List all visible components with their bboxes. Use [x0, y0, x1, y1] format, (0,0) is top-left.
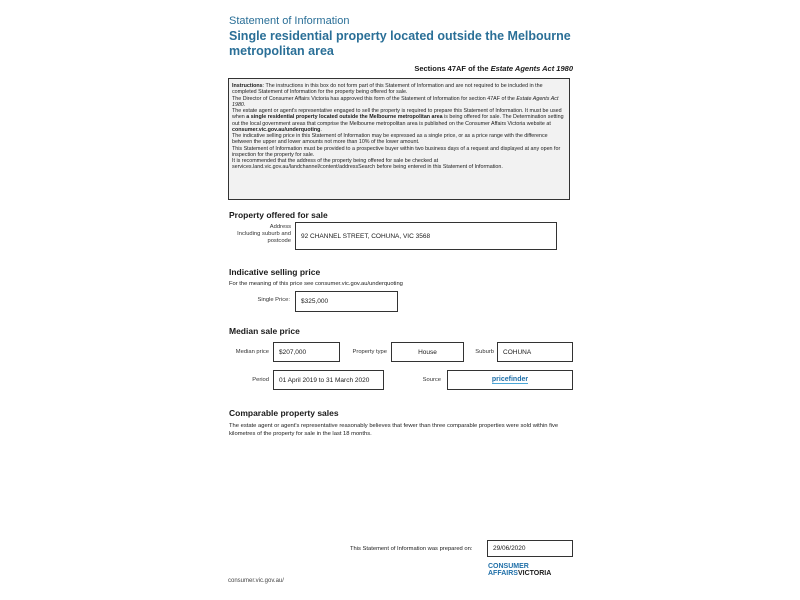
- address-label-group: [228, 224, 291, 245]
- logo-line-1: CONSUMER: [488, 563, 529, 570]
- single-price-field[interactable]: $325,000: [295, 291, 398, 312]
- instructions-p2: The Director of Consumer Affairs Victoria has approved this form of the Statement of Information for section 47AF of the Estate Agents Act 1980.: [232, 95, 559, 108]
- comparable-text: The estate agent or agent's representative reasonably believes that fewer than three comparable properties were sold within five kilometres of the property for sale in the last 18 months.: [229, 423, 559, 437]
- address-label: Address: [269, 224, 291, 230]
- instructions-box: [228, 78, 570, 200]
- footer-url[interactable]: consumer.vic.gov.au/: [228, 578, 284, 584]
- property-type-label: Property type: [352, 349, 387, 355]
- instructions-p6: It is recommended that the address of the property being offered for sale be checked at services.land.vic.gov.au/landchannel/content/addressSearch before being entered in this Statement of Information.: [232, 158, 503, 171]
- period-field[interactable]: 01 April 2019 to 31 March 2020: [273, 370, 384, 390]
- logo-line-2: AFFAIRSVICTORIA: [488, 570, 552, 577]
- median-price-label: Median price: [235, 349, 269, 355]
- property-heading: Property offered for sale: [229, 210, 328, 220]
- consumer-affairs-victoria-logo: [488, 563, 580, 581]
- sections-reference: Sections 47AF of the Estate Agents Act 1980: [414, 64, 573, 73]
- pricefinder-logo: pricefinder: [491, 376, 529, 383]
- prepared-label: This Statement of Information was prepared on:: [350, 546, 473, 552]
- median-heading: Median sale price: [229, 326, 300, 336]
- suburb-field[interactable]: COHUNA: [497, 342, 573, 362]
- prepared-date-field[interactable]: 29/06/2020: [487, 540, 573, 557]
- source-label: Source: [422, 377, 441, 383]
- address-sublabel: Including suburb and postcode: [237, 231, 291, 244]
- indicative-heading: Indicative selling price: [229, 267, 321, 277]
- median-price-field[interactable]: $207,000: [273, 342, 340, 362]
- suburb-label: Suburb: [475, 349, 494, 355]
- document-page: [200, 0, 600, 600]
- period-label: Period: [252, 377, 269, 383]
- single-price-label: Single Price:: [257, 297, 290, 303]
- instructions-p3: The estate agent or agent's representative engaged to sell the property is required to prepare this Statement of Information. It must be used when a single residential property located outside the Melbourne metropolitan area is being offered for sale. The Determination setting out the local government areas that comprise the Melbourne metropolitan area is published on the Consumer Affairs Victoria website at consumer.vic.gov.au/underquoting.: [232, 108, 564, 133]
- instructions-p4: The indicative selling price in this Statement of Information may be expressed as a single price, or as a price range with the difference between the upper and lower amounts not more than 10% of the lower amount.: [232, 133, 548, 146]
- instructions-p5: This Statement of Information must be provided to a prospective buyer within two business days of a request and displayed at any open for inspection for the property for sale.: [232, 145, 561, 158]
- address-field[interactable]: 92 CHANNEL STREET, COHUNA, VIC 3568: [295, 222, 557, 250]
- instructions-p1: Instructions: The instructions in this box do not form part of this Statement of Information and are not required to be included in the completed Statement of Information for the property being offered for sale.: [232, 83, 543, 96]
- page-title: Single residential property located outside the Melbourne metropolitan area: [229, 29, 571, 58]
- comparable-heading: Comparable property sales: [229, 408, 339, 418]
- property-type-field[interactable]: House: [391, 342, 464, 362]
- source-field[interactable]: [447, 370, 573, 390]
- pretitle: Statement of Information: [229, 15, 350, 27]
- indicative-note: For the meaning of this price see consumer.vic.gov.au/underquoting: [229, 281, 403, 287]
